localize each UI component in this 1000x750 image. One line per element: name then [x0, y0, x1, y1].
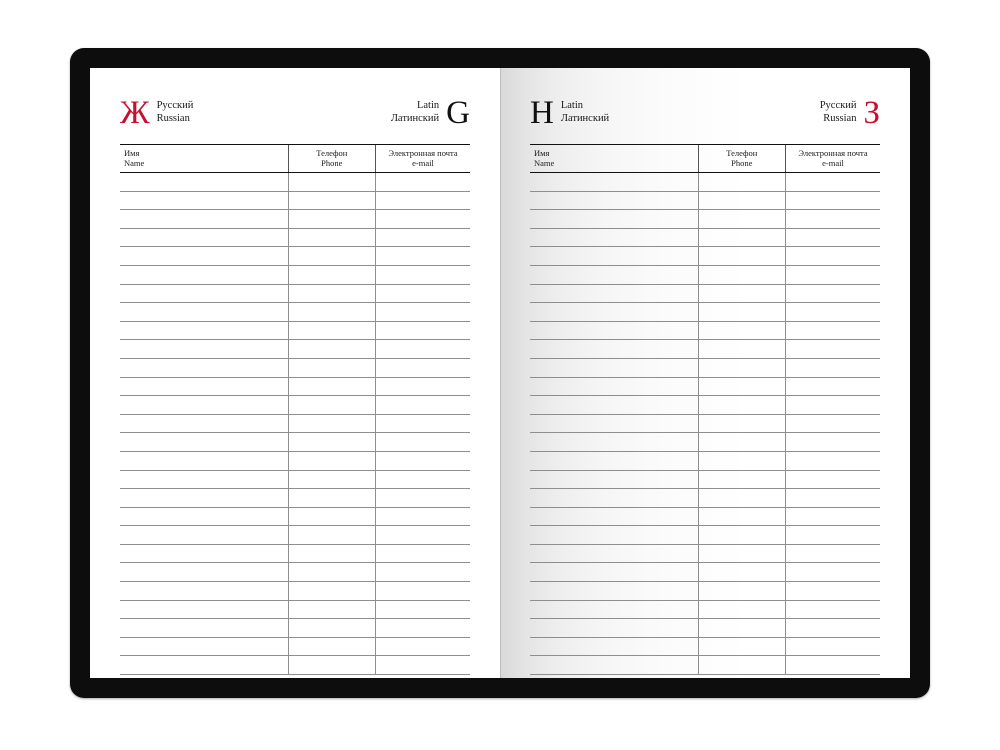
right-page-contacts-table: [530, 144, 880, 675]
contact-phone-cell[interactable]: [288, 284, 376, 303]
contact-phone-cell[interactable]: [698, 265, 786, 284]
contact-email-cell[interactable]: [786, 563, 881, 582]
table-row[interactable]: [530, 656, 880, 675]
table-row[interactable]: [120, 582, 470, 601]
contact-name-cell[interactable]: [530, 321, 698, 340]
contact-name-cell[interactable]: [120, 377, 288, 396]
contact-name-cell[interactable]: [120, 173, 288, 192]
left-page-lang-russian-native: Русский: [156, 100, 194, 111]
left-page-column-header-name-ru: Имя: [124, 148, 140, 158]
contact-phone-cell[interactable]: [288, 600, 376, 619]
contact-phone-cell[interactable]: [288, 544, 376, 563]
contact-name-cell[interactable]: [120, 284, 288, 303]
contact-email-cell[interactable]: [786, 173, 881, 192]
contact-email-cell[interactable]: [786, 637, 881, 656]
table-row[interactable]: [120, 247, 470, 266]
contact-phone-cell[interactable]: [698, 656, 786, 675]
contact-phone-cell[interactable]: [698, 507, 786, 526]
left-page-column-header-phone-en: Phone: [321, 158, 343, 168]
contact-email-cell[interactable]: [376, 377, 471, 396]
contact-phone-cell[interactable]: [288, 414, 376, 433]
contact-name-cell[interactable]: [120, 563, 288, 582]
left-page-latin-group: [391, 96, 470, 130]
contact-email-cell[interactable]: [786, 321, 881, 340]
contact-name-cell[interactable]: [530, 340, 698, 359]
book-spine-line: [500, 68, 501, 678]
contact-phone-cell[interactable]: [698, 619, 786, 638]
contact-name-cell[interactable]: [530, 563, 698, 582]
contact-email-cell[interactable]: [376, 340, 471, 359]
contact-email-cell[interactable]: [786, 303, 881, 322]
table-row[interactable]: [530, 489, 880, 508]
right-page-language-label-latin: [561, 96, 609, 125]
table-row[interactable]: [120, 414, 470, 433]
left-page-latin-index-letter: G: [446, 95, 470, 131]
contact-phone-cell[interactable]: [698, 396, 786, 415]
contact-phone-cell[interactable]: [288, 656, 376, 675]
contact-email-cell[interactable]: [786, 247, 881, 266]
contact-phone-cell[interactable]: [698, 414, 786, 433]
contact-phone-cell[interactable]: [288, 247, 376, 266]
contact-name-cell[interactable]: [120, 600, 288, 619]
table-row[interactable]: [120, 210, 470, 229]
right-page-table-body: [530, 173, 880, 675]
table-row[interactable]: [120, 619, 470, 638]
contact-email-cell[interactable]: [786, 284, 881, 303]
table-row[interactable]: [530, 637, 880, 656]
contact-email-cell[interactable]: [376, 470, 471, 489]
contact-email-cell[interactable]: [786, 228, 881, 247]
right-page-column-header-email: [786, 145, 881, 173]
contact-name-cell[interactable]: [120, 396, 288, 415]
table-row[interactable]: [120, 433, 470, 452]
contact-phone-cell[interactable]: [698, 582, 786, 601]
contact-phone-cell[interactable]: [698, 489, 786, 508]
left-page-column-header-phone-ru: Телефон: [316, 148, 348, 158]
left-page-language-label-russian: [157, 96, 194, 125]
contact-phone-cell[interactable]: [698, 451, 786, 470]
contact-email-cell[interactable]: [376, 265, 471, 284]
left-page-lang-russian-english: Russian: [156, 113, 190, 124]
contact-email-cell[interactable]: [376, 433, 471, 452]
contact-email-cell[interactable]: [786, 656, 881, 675]
contact-phone-cell[interactable]: [288, 489, 376, 508]
contact-name-cell[interactable]: [530, 210, 698, 229]
table-row[interactable]: [120, 303, 470, 322]
contact-name-cell[interactable]: [530, 265, 698, 284]
contact-email-cell[interactable]: [376, 414, 471, 433]
left-page-column-header-phone: [288, 145, 376, 173]
contact-phone-cell[interactable]: [288, 433, 376, 452]
contact-name-cell[interactable]: [530, 507, 698, 526]
contact-phone-cell[interactable]: [698, 637, 786, 656]
right-page-index-group: [530, 96, 609, 130]
contact-name-cell[interactable]: [530, 451, 698, 470]
contact-phone-cell[interactable]: [698, 358, 786, 377]
contact-name-cell[interactable]: [530, 303, 698, 322]
left-page-contacts-table: [120, 144, 470, 675]
contact-phone-cell[interactable]: [698, 544, 786, 563]
contact-name-cell[interactable]: [120, 637, 288, 656]
contact-email-cell[interactable]: [786, 433, 881, 452]
contact-name-cell[interactable]: [120, 526, 288, 545]
contact-name-cell[interactable]: [120, 451, 288, 470]
contact-phone-cell[interactable]: [698, 210, 786, 229]
contact-phone-cell[interactable]: [288, 191, 376, 210]
right-page-column-header-name: [530, 145, 698, 173]
table-row[interactable]: [530, 210, 880, 229]
right-page-column-header-phone-ru: Телефон: [726, 148, 758, 158]
right-page-table-header-row: [530, 145, 880, 173]
right-page-column-header-name-en: Name: [534, 158, 555, 168]
table-row[interactable]: [530, 340, 880, 359]
contact-name-cell[interactable]: [120, 507, 288, 526]
table-row[interactable]: [530, 619, 880, 638]
right-page-column-header-name-ru: Имя: [534, 148, 550, 158]
table-row[interactable]: [120, 173, 470, 192]
contact-email-cell[interactable]: [786, 265, 881, 284]
table-row[interactable]: [120, 656, 470, 675]
contact-name-cell[interactable]: [530, 470, 698, 489]
table-row[interactable]: [530, 470, 880, 489]
table-row[interactable]: [530, 451, 880, 470]
contact-phone-cell[interactable]: [698, 433, 786, 452]
contact-email-cell[interactable]: [376, 600, 471, 619]
contact-email-cell[interactable]: [786, 451, 881, 470]
right-page-column-header-phone: [698, 145, 786, 173]
left-page-column-header-name: [120, 145, 288, 173]
contact-name-cell[interactable]: [120, 489, 288, 508]
left-page-language-label-latin: [391, 96, 439, 125]
contact-phone-cell[interactable]: [698, 228, 786, 247]
table-row[interactable]: [530, 414, 880, 433]
contact-name-cell[interactable]: [120, 210, 288, 229]
contact-phone-cell[interactable]: [288, 396, 376, 415]
contact-email-cell[interactable]: [786, 582, 881, 601]
contact-email-cell[interactable]: [786, 619, 881, 638]
contact-name-cell[interactable]: [120, 265, 288, 284]
right-page-lang-russian-english: Russian: [823, 113, 857, 124]
contact-phone-cell[interactable]: [698, 340, 786, 359]
table-row[interactable]: [530, 173, 880, 192]
contact-email-cell[interactable]: [376, 321, 471, 340]
contact-name-cell[interactable]: [120, 340, 288, 359]
right-page: [500, 68, 910, 678]
contact-email-cell[interactable]: [786, 358, 881, 377]
contact-email-cell[interactable]: [376, 247, 471, 266]
contact-email-cell[interactable]: [786, 210, 881, 229]
left-page-column-header-email: [376, 145, 471, 173]
contact-email-cell[interactable]: [376, 544, 471, 563]
contact-phone-cell[interactable]: [698, 470, 786, 489]
contact-email-cell[interactable]: [376, 396, 471, 415]
contact-phone-cell[interactable]: [698, 284, 786, 303]
table-row[interactable]: [120, 489, 470, 508]
contact-name-cell[interactable]: [120, 247, 288, 266]
table-row[interactable]: [120, 451, 470, 470]
table-row[interactable]: [120, 284, 470, 303]
table-row[interactable]: [530, 358, 880, 377]
contact-phone-cell[interactable]: [698, 303, 786, 322]
contact-email-cell[interactable]: [376, 489, 471, 508]
contact-name-cell[interactable]: [120, 582, 288, 601]
table-row[interactable]: [120, 265, 470, 284]
table-row[interactable]: [530, 600, 880, 619]
table-row[interactable]: [530, 582, 880, 601]
contact-phone-cell[interactable]: [698, 173, 786, 192]
table-row[interactable]: [530, 377, 880, 396]
contact-phone-cell[interactable]: [288, 377, 376, 396]
contact-phone-cell[interactable]: [288, 507, 376, 526]
contact-email-cell[interactable]: [376, 303, 471, 322]
table-row[interactable]: [530, 191, 880, 210]
right-page-header: [530, 96, 880, 142]
contact-phone-cell[interactable]: [288, 526, 376, 545]
contact-email-cell[interactable]: [376, 191, 471, 210]
table-row[interactable]: [530, 284, 880, 303]
contact-email-cell[interactable]: [376, 507, 471, 526]
contact-phone-cell[interactable]: [698, 191, 786, 210]
right-page-lang-latin-russian: Латинский: [560, 113, 610, 124]
contact-phone-cell[interactable]: [288, 265, 376, 284]
table-row[interactable]: [120, 526, 470, 545]
right-page-column-header-email-ru: Электронная почта: [798, 148, 868, 158]
table-row[interactable]: [530, 321, 880, 340]
right-page-latin-index-letter: H: [530, 95, 554, 131]
table-row[interactable]: [120, 544, 470, 563]
right-page-column-header-email-en: e-mail: [822, 158, 844, 168]
contact-email-cell[interactable]: [376, 284, 471, 303]
contact-name-cell[interactable]: [530, 637, 698, 656]
table-row[interactable]: [120, 321, 470, 340]
contact-name-cell[interactable]: [120, 433, 288, 452]
contact-name-cell[interactable]: [530, 619, 698, 638]
right-page-column-header-phone-en: Phone: [731, 158, 753, 168]
contact-email-cell[interactable]: [786, 526, 881, 545]
contact-name-cell[interactable]: [120, 228, 288, 247]
left-page-index-group: [120, 96, 193, 130]
contact-phone-cell[interactable]: [288, 582, 376, 601]
left-page-lang-latin-english: Latin: [416, 100, 440, 111]
contact-name-cell[interactable]: [530, 247, 698, 266]
contact-email-cell[interactable]: [786, 507, 881, 526]
contact-email-cell[interactable]: [376, 656, 471, 675]
contact-email-cell[interactable]: [786, 600, 881, 619]
contact-phone-cell[interactable]: [698, 321, 786, 340]
left-page-cyrillic-index-letter: Ж: [120, 95, 150, 131]
table-row[interactable]: [530, 507, 880, 526]
contact-phone-cell[interactable]: [698, 526, 786, 545]
left-page-column-header-email-ru: Электронная почта: [388, 148, 458, 158]
contact-name-cell[interactable]: [120, 470, 288, 489]
contact-email-cell[interactable]: [376, 637, 471, 656]
contact-name-cell[interactable]: [530, 582, 698, 601]
table-row[interactable]: [120, 358, 470, 377]
left-page: [90, 68, 500, 678]
table-row[interactable]: [120, 637, 470, 656]
contact-email-cell[interactable]: [786, 544, 881, 563]
table-row[interactable]: [120, 377, 470, 396]
contact-email-cell[interactable]: [786, 396, 881, 415]
contact-name-cell[interactable]: [530, 433, 698, 452]
contact-phone-cell[interactable]: [698, 247, 786, 266]
left-page-column-header-name-en: Name: [124, 158, 145, 168]
contact-phone-cell[interactable]: [698, 377, 786, 396]
table-row[interactable]: [530, 303, 880, 322]
contact-name-cell[interactable]: [530, 544, 698, 563]
contact-phone-cell[interactable]: [288, 173, 376, 192]
contact-phone-cell[interactable]: [288, 228, 376, 247]
contact-email-cell[interactable]: [786, 191, 881, 210]
contact-name-cell[interactable]: [530, 656, 698, 675]
contact-email-cell[interactable]: [376, 582, 471, 601]
right-page-lang-russian-native: Русский: [819, 100, 857, 111]
contact-name-cell[interactable]: [120, 656, 288, 675]
table-row[interactable]: [120, 563, 470, 582]
contact-phone-cell[interactable]: [288, 358, 376, 377]
table-row[interactable]: [530, 433, 880, 452]
contact-phone-cell[interactable]: [288, 321, 376, 340]
right-page-russian-group: [820, 96, 880, 130]
table-row[interactable]: [120, 340, 470, 359]
contact-phone-cell[interactable]: [288, 451, 376, 470]
contact-phone-cell[interactable]: [288, 637, 376, 656]
contact-email-cell[interactable]: [376, 563, 471, 582]
right-page-lang-latin-english: Latin: [560, 100, 584, 111]
left-page-column-header-email-en: e-mail: [412, 158, 434, 168]
contact-name-cell[interactable]: [120, 358, 288, 377]
contact-email-cell[interactable]: [376, 358, 471, 377]
contact-phone-cell[interactable]: [698, 600, 786, 619]
contact-name-cell[interactable]: [530, 228, 698, 247]
table-row[interactable]: [530, 247, 880, 266]
left-page-table-header-row: [120, 145, 470, 173]
contact-name-cell[interactable]: [530, 526, 698, 545]
left-page-table-body: [120, 173, 470, 675]
contact-name-cell[interactable]: [120, 321, 288, 340]
contact-name-cell[interactable]: [530, 191, 698, 210]
contact-email-cell[interactable]: [786, 489, 881, 508]
table-row[interactable]: [530, 228, 880, 247]
left-page-header: [120, 96, 470, 142]
table-row[interactable]: [120, 600, 470, 619]
contact-email-cell[interactable]: [376, 526, 471, 545]
contact-email-cell[interactable]: [376, 451, 471, 470]
contact-name-cell[interactable]: [530, 284, 698, 303]
contact-email-cell[interactable]: [376, 210, 471, 229]
contact-name-cell[interactable]: [120, 191, 288, 210]
contact-email-cell[interactable]: [376, 173, 471, 192]
contact-name-cell[interactable]: [120, 619, 288, 638]
contact-email-cell[interactable]: [786, 470, 881, 489]
contact-phone-cell[interactable]: [698, 563, 786, 582]
table-row[interactable]: [530, 396, 880, 415]
left-page-lang-latin-russian: Латинский: [390, 113, 440, 124]
table-row[interactable]: [530, 544, 880, 563]
right-page-cyrillic-index-letter: З: [863, 95, 880, 131]
contact-name-cell[interactable]: [530, 414, 698, 433]
contact-email-cell[interactable]: [786, 414, 881, 433]
contact-phone-cell[interactable]: [288, 470, 376, 489]
contact-name-cell[interactable]: [530, 489, 698, 508]
contact-phone-cell[interactable]: [288, 619, 376, 638]
table-row[interactable]: [530, 563, 880, 582]
table-row[interactable]: [530, 265, 880, 284]
contact-email-cell[interactable]: [786, 340, 881, 359]
right-page-language-label-russian: [820, 96, 857, 125]
contact-phone-cell[interactable]: [288, 563, 376, 582]
table-row[interactable]: [120, 470, 470, 489]
table-row[interactable]: [120, 507, 470, 526]
contact-name-cell[interactable]: [120, 414, 288, 433]
contact-name-cell[interactable]: [120, 303, 288, 322]
table-row[interactable]: [120, 228, 470, 247]
contact-phone-cell[interactable]: [288, 210, 376, 229]
contact-name-cell[interactable]: [530, 600, 698, 619]
table-row[interactable]: [530, 526, 880, 545]
contact-name-cell[interactable]: [530, 396, 698, 415]
contact-name-cell[interactable]: [530, 358, 698, 377]
contact-name-cell[interactable]: [530, 377, 698, 396]
contact-email-cell[interactable]: [786, 377, 881, 396]
contact-phone-cell[interactable]: [288, 340, 376, 359]
table-row[interactable]: [120, 396, 470, 415]
contact-name-cell[interactable]: [120, 544, 288, 563]
table-row[interactable]: [120, 191, 470, 210]
contact-email-cell[interactable]: [376, 619, 471, 638]
contact-name-cell[interactable]: [530, 173, 698, 192]
contact-email-cell[interactable]: [376, 228, 471, 247]
contact-phone-cell[interactable]: [288, 303, 376, 322]
